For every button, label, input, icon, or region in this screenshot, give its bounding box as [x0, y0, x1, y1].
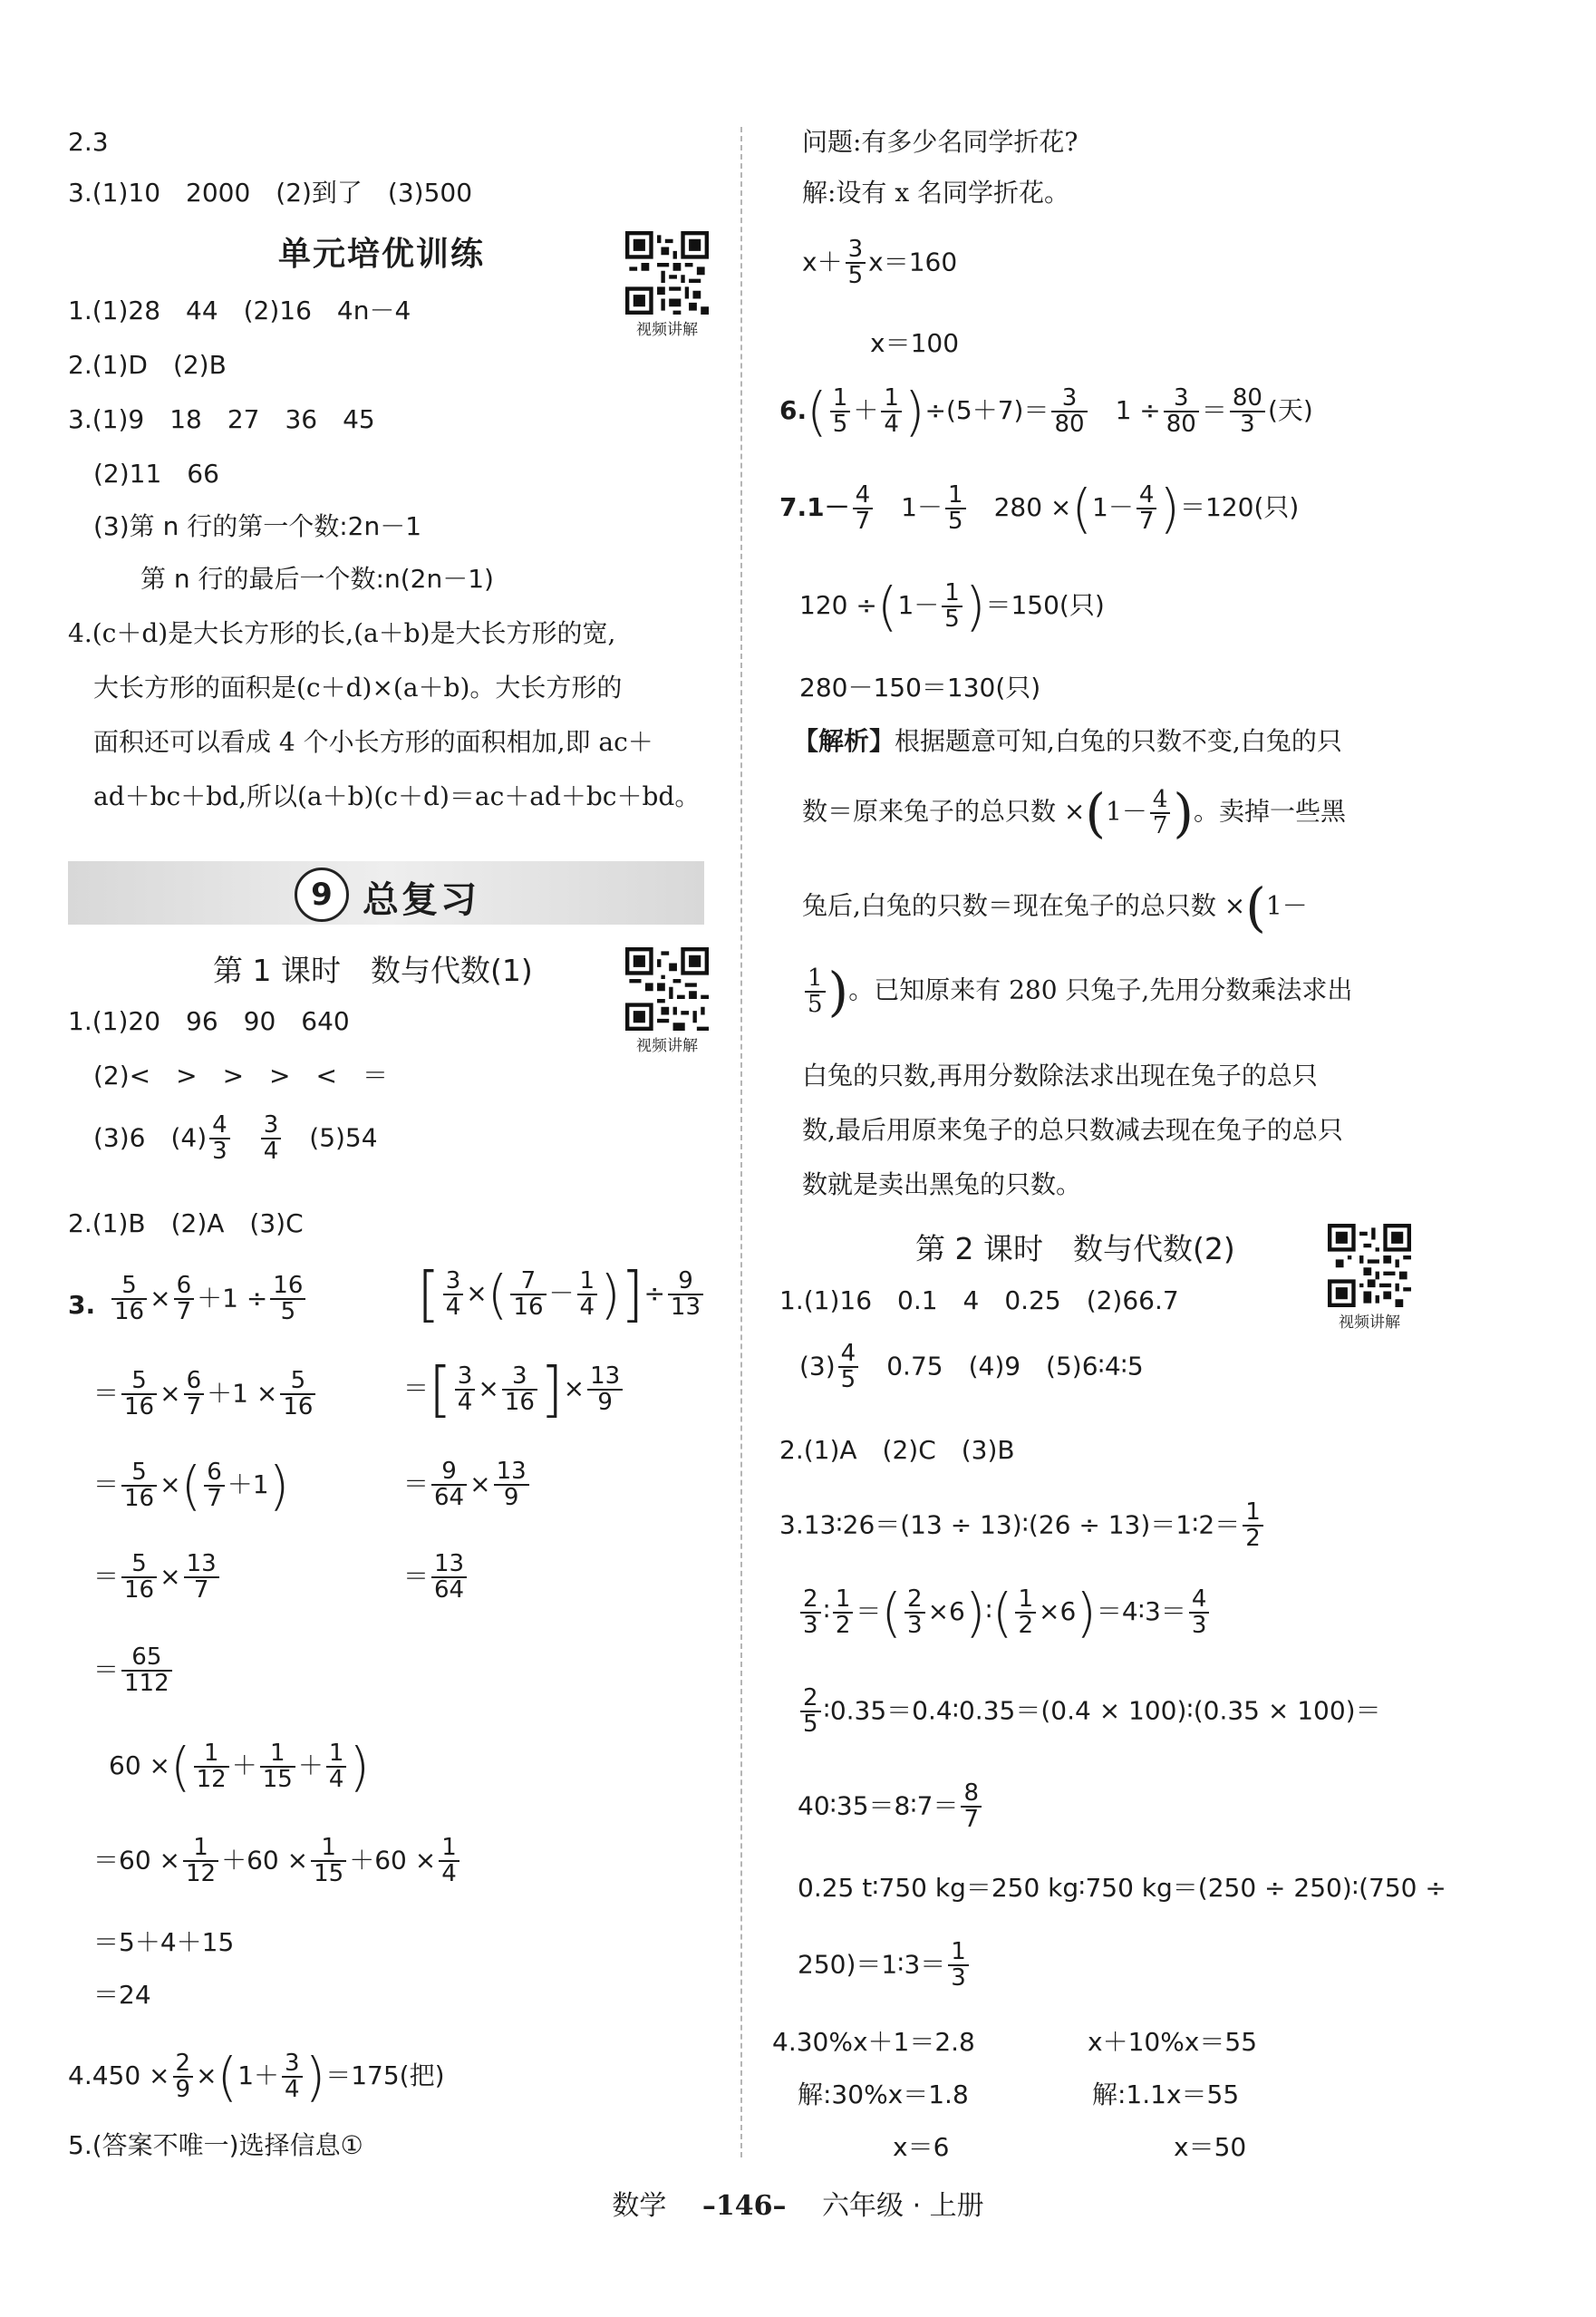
calc-line: 60 ×( $\frac{1}{12}$ ＋ $\frac{1}{15}$ ＋ $\frac{1}{4}$ )	[109, 1736, 371, 1798]
calc-line: ＝ $\frac{65}{112}$	[93, 1645, 175, 1697]
answer-line: 4.30%x＋1＝2.8	[772, 2027, 975, 2057]
answer-line: 1.(1)20 96 90 640	[68, 1006, 350, 1036]
answer-line: 3.(1)9 18 27 36 45	[68, 404, 375, 434]
answer-line: 面积还可以看成 4 个小长方形的面积相加,即 ac＋	[93, 727, 653, 757]
page-number: –146–	[701, 2190, 787, 2222]
answer-line: 解:1.1x＝55	[1092, 2079, 1240, 2109]
answer-line: (3)6 (4) $\frac{4}{3}$ $\frac{3}{4}$ (5)54	[93, 1111, 378, 1166]
answer-line: x＝6	[893, 2132, 950, 2162]
answer-line: (3) $\frac{4}{5}$ 0.75 (4)9 (5)6∶4∶5	[799, 1340, 1144, 1394]
question-number: 3.	[68, 1290, 96, 1320]
answer-line: 4.450 × $\frac{2}{9}$ ×(1＋ $\frac{3}{4}$ )＝175(把)	[68, 2046, 445, 2108]
analysis-line: 数就是卖出黑兔的只数。	[802, 1169, 1082, 1199]
calc-line: 120 ÷(1－ $\frac{1}{5}$ )＝150(只)	[799, 576, 1105, 637]
calc-line: 0.25 t∶750 kg＝250 kg∶750 kg＝(250 ÷ 250)∶(750 ÷	[798, 1873, 1446, 1903]
answer-line: x＋10%x＝55	[1088, 2027, 1258, 2057]
fraction: $\frac{4}{3}$	[209, 1113, 230, 1165]
answer-line: 第 n 行的最后一个数:n(2n－1)	[140, 564, 494, 594]
answer-line: 7.1－ $\frac{4}{7}$ 1－ $\frac{1}{5}$ 280 ×(1－ $\frac{4}{7}$ )＝120(只)	[779, 478, 1300, 539]
footer-subject: 数学	[612, 2190, 667, 2222]
page-footer	[0, 2183, 1596, 2223]
calc-line: $\frac{2}{3}$ ∶ $\frac{1}{2}$ ＝( $\frac{2}{3}$ ×6)∶( $\frac{1}{2}$ ×6)＝4∶3＝ $\frac{4}{3}$	[798, 1586, 1212, 1639]
calc-line: ＝ $\frac{5}{16}$ × $\frac{13}{7}$	[93, 1552, 222, 1604]
calc-line: ＝60 × $\frac{1}{12}$ ＋60 × $\frac{1}{15}$ ＋60 × $\frac{1}{4}$	[93, 1836, 462, 1887]
analysis-line: 【解析】根据题意可知,白兔的只数不变,白兔的只	[793, 726, 1342, 756]
unit-number-badge: 9	[295, 868, 349, 922]
lesson-title: 第 1 课时 数与代数(1)	[213, 953, 533, 988]
lesson-title: 第 2 课时 数与代数(2)	[915, 1231, 1235, 1266]
answer-line: 2.(1)B (2)A (3)C	[68, 1208, 304, 1238]
answer-line: 5.(答案不唯一)选择信息①	[68, 2130, 363, 2160]
unit-heading	[68, 861, 704, 925]
answer-line: (2)< > > > < ＝	[93, 1061, 388, 1091]
calc-line: ＝24	[93, 1980, 151, 2010]
answer-line: x＝50	[1174, 2132, 1247, 2162]
answer-line: (3)第 n 行的第一个数:2n－1	[93, 511, 422, 541]
answer-line: 3.13∶26＝(13 ÷ 13)∶(26 ÷ 13)＝1∶2＝ $\frac{1}{2}$	[779, 1500, 1266, 1552]
answer-line: 4.(c＋d)是大长方形的长,(a＋b)是大长方形的宽,	[68, 618, 616, 648]
answer-line: ad＋bc＋bd,所以(a＋b)(c＋d)＝ac＋ad＋bc＋bd。	[93, 781, 701, 811]
answer-line: 问题:有多少名同学折花?	[802, 127, 1079, 157]
fraction: $\frac{3}{4}$	[261, 1113, 282, 1165]
calc-line: 250)＝1∶3＝ $\frac{1}{3}$	[798, 1940, 972, 1992]
answer-line: 2.3	[68, 127, 109, 157]
calc-line: $\frac{2}{5}$ ∶0.35＝0.4∶0.35＝(0.4 × 100)∶(0.35 × 100)＝	[798, 1686, 1381, 1738]
analysis-tag: 【解析】	[793, 726, 895, 756]
calc-line: [ $\frac{3}{4}$ ×( $\frac{7}{16}$ － $\frac{1}{4}$ )]÷ $\frac{9}{13}$	[417, 1265, 706, 1324]
qr-caption: 视频讲解	[1339, 1314, 1400, 1332]
answer-line: (2)11 66	[93, 459, 219, 489]
answer-line: 2.(1)A (2)C (3)B	[779, 1435, 1015, 1465]
analysis-line: 兔后,白兔的只数＝现在兔子的总只数 ×(1－	[802, 877, 1308, 938]
unit-title: 总复习	[363, 879, 479, 921]
answer-line: 1.(1)16 0.1 4 0.25 (2)66.7	[779, 1285, 1179, 1315]
calc-line: x＋ $\frac{3}{5}$ x＝160	[802, 236, 958, 290]
calc-line: 40∶35＝8∶7＝ $\frac{8}{7}$	[798, 1781, 984, 1833]
answer-line: 2.(1)D (2)B	[68, 350, 227, 380]
analysis-line: $\frac{1}{5}$ )。已知原来有 280 只兔子,先用分数乘法求出	[802, 965, 1352, 1018]
calc-line: ＝[ $\frac{3}{4}$ × $\frac{3}{16}$ ]× $\frac{13}{9}$	[403, 1360, 625, 1420]
qr-code-3[interactable]	[1328, 1224, 1411, 1332]
calc-line: $\frac{5}{16}$ × $\frac{6}{7}$ ＋1 ÷ $\frac{16}{5}$	[109, 1274, 308, 1325]
calc-line: x＝100	[870, 328, 960, 358]
qr-caption: 视频讲解	[636, 321, 698, 339]
analysis-line: 数,最后用原来兔子的总只数减去现在兔子的总只	[802, 1115, 1343, 1145]
qr-caption: 视频讲解	[636, 1037, 698, 1055]
answer-line: 解:设有 x 名同学折花。	[802, 178, 1070, 208]
answer-line: 3.(1)10 2000 (2)到了 (3)500	[68, 178, 473, 208]
calc-line: ＝5＋4＋15	[93, 1927, 235, 1957]
answer-line: 大长方形的面积是(c＋d)×(a＋b)。大长方形的	[93, 673, 623, 703]
calc-line: ＝ $\frac{5}{16}$ × $\frac{6}{7}$ ＋1 × $\frac{5}{16}$	[93, 1369, 318, 1420]
qr-code-icon	[625, 947, 709, 1031]
answer-line: 解:30%x＝1.8	[798, 2079, 969, 2109]
answer-line: 1.(1)28 44 (2)16 4n－4	[68, 296, 411, 325]
calc-line: 280－150＝130(只)	[799, 673, 1041, 703]
section-title: 单元培优训练	[278, 236, 486, 273]
calc-line: ＝ $\frac{5}{16}$ ×( $\frac{6}{7}$ ＋1)	[93, 1455, 290, 1517]
qr-code-icon	[1328, 1224, 1411, 1307]
analysis-line: 白兔的只数,再用分数除法求出现在兔子的总只	[802, 1061, 1318, 1091]
qr-code-icon	[625, 231, 709, 315]
calc-line: ＝ $\frac{9}{64}$ × $\frac{13}{9}$	[403, 1459, 532, 1511]
calc-line: ＝ $\frac{13}{64}$	[403, 1552, 469, 1604]
qr-code-1[interactable]	[625, 231, 709, 339]
analysis-line: 数＝原来兔子的总只数 ×(1－ $\frac{4}{7}$ )。卖掉一些黑	[802, 782, 1347, 844]
footer-grade: 六年级 · 上册	[822, 2190, 984, 2222]
qr-code-2[interactable]	[625, 947, 709, 1055]
answer-line: 6.( $\frac{1}{5}$ ＋ $\frac{1}{4}$ )÷(5＋7)＝ $\frac{3}{80}$ 1 ÷ $\frac{3}{80}$ ＝ $\frac{80}{3}$ (天)	[779, 381, 1313, 442]
column-divider	[740, 127, 742, 2157]
